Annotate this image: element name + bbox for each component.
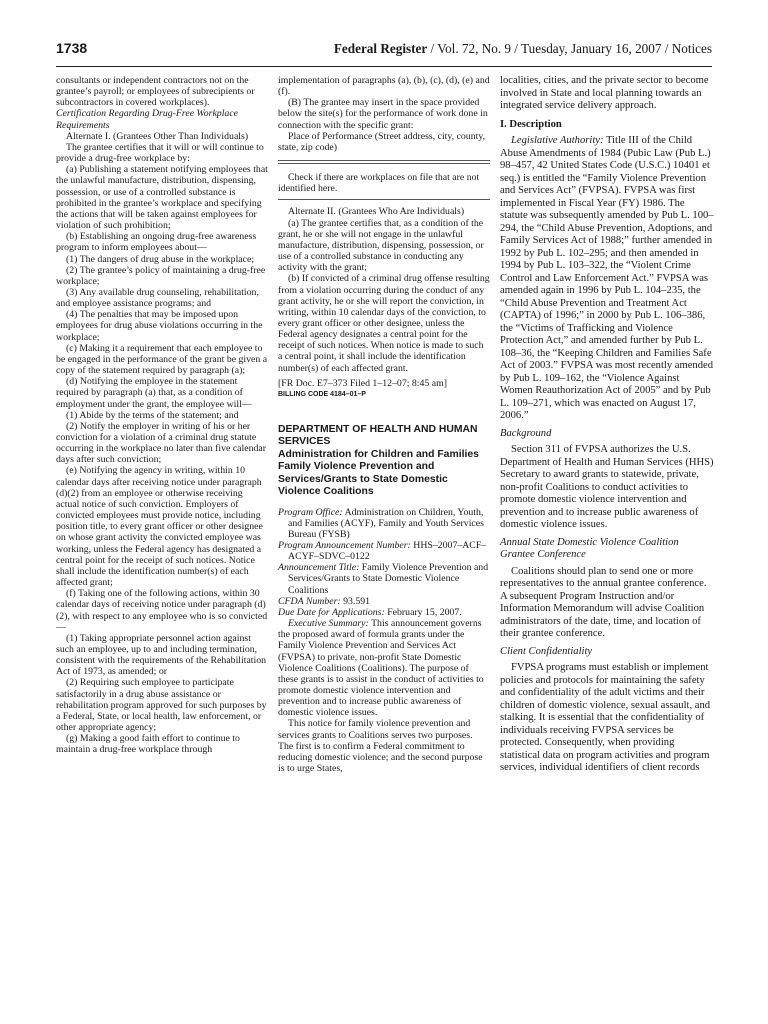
background-heading: Background xyxy=(500,427,552,439)
legislative-authority-text: Title III of the Child Abuse Amendments of 1984 (Pubic Law (Pub L.) 98–457, 42 United States Code (U.S.C.) 10401 et seq.) is entitled the “Family Violence Prevention and Services Act” (FVPSA). FVPSA was first implemented in Fiscal Year (FY) 1986. The statute was subsequently amended by Pub L. 100–294, the “Child Abuse Prevention, Adoptions, and Family Services Act of 1988;” further amended in 1992 by Pub L. 102–295; and then amended in 1994 by Pub L. 103–322, the “Violent Crime Control and Law Enforcement Act.” FVPSA was amended again in 1996 by Pub L. 104–235, the “Child Abuse Prevention and Treatment Act (CAPTA) of 1996;” in 2000 by Pub L. 106–386, the “Victims of Trafficking and Violence Protection Act,” and amended further by Pub L. 108–36, the “Keeping Children and Families Safe Act of 2003.” FVPSA was most recently amended by Pub L. 109–162, the “Violence Against Women Reauthorization Act of 2005” and by Pub L. 109–271, which was enacted on August 17, 2006.” xyxy=(500,135,714,421)
paragraph: Certification Regarding Drug-Free Workplace Requirements xyxy=(56,108,239,131)
form-line-3 xyxy=(278,199,490,200)
notice-title: Family Violence Prevention and Services/Grants to State Domestic Violence Coalitions xyxy=(278,461,448,498)
executive-summary-label: Executive Summary: xyxy=(288,618,369,630)
paragraph: Alternate II. (Grantees Who Are Individuals) xyxy=(288,206,465,218)
meta-value: Administration on Children, Youth, and Families (ACYF), Family and Youth Services Bureau (FYSB) xyxy=(288,506,484,540)
paragraph: (f) Taking one of the following actions, within 30 calendar days of receiving notice under paragraph (d)(2), with respect to any employee who is so convicted— xyxy=(56,588,268,633)
meta-value: Family Violence Prevention and Services/Grants to State Domestic Violence Coalitions xyxy=(288,562,489,596)
paragraph: (a) Publishing a statement notifying employees that the unlawful manufacture, distribution, dispensing, possession, or use of a controlled substance is prohibited in the grantee’s workplace and specifying the actions that will be taken against employees for violation of such prohibition; xyxy=(56,164,268,232)
paragraph: consultants or independent contractors not on the grantee’s payroll; or employees of subrecipients or subcontractors in covered workplaces). xyxy=(56,75,255,109)
section-heading: I. Description xyxy=(500,118,562,130)
paragraph: (c) Making it a requirement that each employee to be engaged in the performance of the grant be given a copy of the statement required by paragraph (a); xyxy=(56,342,268,377)
paragraph: Place of Performance (Street address, city, county, state, zip code) xyxy=(278,130,486,153)
notice-purpose: This notice for family violence prevention and services grants to Coalitions serves two purposes. The first is to confirm a Federal commitment to reducing domestic violence; and the second purpose is to urge States, xyxy=(278,718,483,775)
paragraph: (2) The grantee’s policy of maintaining a drug-free workplace; xyxy=(56,264,266,287)
paragraph: Alternate I. (Grantees Other Than Individuals) xyxy=(66,130,249,142)
notice-meta-item xyxy=(278,607,490,618)
page-number: 1738 xyxy=(56,40,88,56)
paragraph: (e) Notifying the agency in writing, within 10 calendar days after receiving notice under paragraph (d)(2) from an employee or otherwise receiving actual notice of such conviction. Employers of convicted employees must provide notice, including position title, to every grant officer or other designee on whose grant activity the convicted employee was working, unless the Federal agency has designated a central point for the receipt of such notices. Notice shall include the identification number(s) of each affected grant; xyxy=(56,465,263,589)
continued-text: localities, cities, and the private sector to become involved in State and local planning towards an integrated service delivery approach. xyxy=(500,75,709,111)
legislative-authority xyxy=(500,135,714,423)
check-note: Check if there are workplaces on file that are not identified here. xyxy=(278,172,480,195)
executive-summary-text: This announcement governs the proposed award of formula grants under the Family Violence Prevention and Services Act (FVPSA) to private, non-profit State Domestic Violence Coalitions (Coalitions). The purpose of these grants is to assist in the conduct of activities to promote domestic violence intervention and prevention and to increase public awareness of domestic violence issues. xyxy=(278,618,484,719)
form-line-2 xyxy=(278,163,490,164)
notice-meta-item xyxy=(278,562,490,595)
paragraph: (1) Taking appropriate personnel action against such an employee, up to and including termination, consistent with the requirements of the Rehabilitation Act of 1973, as amended; or xyxy=(56,632,267,678)
header-rule xyxy=(56,66,712,67)
running-head xyxy=(334,41,712,57)
paragraph: (2) Notify the employer in writing of his or her conviction for a violation of a criminal drug statute occurring in the workplace no later than five calendar days after such conviction; xyxy=(56,420,266,466)
paragraph: (4) The penalties that may be imposed upon employees for drug abuse violations occurring in the workplace; xyxy=(56,309,263,343)
publication-name: Federal Register xyxy=(333,41,428,56)
paragraph: The grantee certifies that it will or will continue to provide a drug-free workplace by: xyxy=(56,141,264,165)
issue-info: / Vol. 72, No. 9 / Tuesday, January 16, 2007 / Notices xyxy=(427,41,712,56)
paragraph: (3) Any available drug counseling, rehabilitation, and employee assistance programs; and xyxy=(56,286,259,310)
department-heading: DEPARTMENT OF HEALTH AND HUMAN SERVICES xyxy=(278,424,478,448)
notice-meta-item xyxy=(278,507,490,540)
paragraph: implementation of paragraphs (a), (b), (c), (d), (e) and (f). xyxy=(278,75,490,98)
meta-label: CFDA Number: xyxy=(278,595,341,607)
executive-summary xyxy=(278,618,490,718)
notice-meta-item xyxy=(278,596,490,607)
meta-value: February 15, 2007. xyxy=(384,606,462,618)
column-2 xyxy=(278,75,490,774)
paragraph: (b) Establishing an ongoing drug-free awareness program to inform employees about— xyxy=(56,231,257,254)
confidentiality-text: FVPSA programs must establish or implement policies and protocols for maintaining the safety and confidentiality of the adult victims and their children of domestic violence, sexual assault, and stalking. It is essential that the confidentiality of individuals receiving FVPSA services be protected. Consequently, when providing statistical data on program activities and program services, individual identifiers of client records xyxy=(500,662,711,773)
column-1 xyxy=(56,75,268,756)
fr-doc-line: [FR Doc. E7–373 Filed 1–12–07; 8:45 am] xyxy=(278,377,447,389)
paragraph: (b) If convicted of a criminal drug offense resulting from a violation occurring during the conduct of any grant activity, he or she will report the conviction, in writing, within 10 calendar days of the conviction, to every grant officer or other designee, unless the Federal agency designates a central point for the receipt of such notices. When notice is made to such a central point, it shall include the identification number(s) of each affected grant. xyxy=(278,273,490,374)
meta-label: Program Office: xyxy=(278,506,343,518)
paragraph: (1) The dangers of drug abuse in the workplace; xyxy=(66,253,255,265)
meta-label: Program Announcement Number: xyxy=(278,539,411,551)
meta-value: HHS–2007–ACF–ACYF–SDVC–0122 xyxy=(288,539,487,563)
meta-value: 93.591 xyxy=(340,595,371,607)
conference-text: Coalitions should plan to send one or more representatives to the annual grantee conference. A subsequent Program Instruction and/or Information Memorandum will advise Coalition administrators of the date, time, and location of their grantee conference. xyxy=(500,565,707,639)
legislative-authority-label: Legislative Authority: xyxy=(511,135,604,146)
billing-code: BILLING CODE 4184–01–P xyxy=(278,390,366,398)
paragraph: (B) The grantee may insert in the space provided below the site(s) for the performance of work done in connection with the specific grant: xyxy=(278,97,488,131)
background-text: Section 311 of FVPSA authorizes the U.S. Department of Health and Human Services (HHS) Secretary to award grants to statewide, private, non-profit Coalitions to conduct activities to promote domestic violence intervention and prevention and to increase public awareness of domestic violence issues. xyxy=(500,444,714,530)
paragraph: (g) Making a good faith effort to continue to maintain a drug-free workplace through xyxy=(56,733,240,756)
agency-heading: Administration for Children and Families xyxy=(278,448,479,460)
meta-label: Due Date for Applications: xyxy=(278,606,385,618)
column-3 xyxy=(500,75,714,775)
paragraph: (d) Notifying the employee in the statement required by paragraph (a) that, as a condition of employment under the grant, the employee will— xyxy=(56,376,252,410)
form-line-1 xyxy=(278,160,490,161)
confidentiality-heading: Client Confidentiality xyxy=(500,645,593,657)
paragraph: (a) The grantee certifies that, as a condition of the grant, he or she will not engage in the unlawful manufacture, distribution, dispensing, possession, or use of a controlled substance in conducting any activity with the grant; xyxy=(278,217,484,274)
conference-heading: Annual State Domestic Violence Coalition Grantee Conference xyxy=(500,536,679,560)
paragraph: (1) Abide by the terms of the statement; and xyxy=(66,409,239,421)
meta-label: Announcement Title: xyxy=(278,562,360,574)
notice-meta-item xyxy=(278,540,490,562)
paragraph: (2) Requiring such employee to participate satisfactorily in a drug abuse assistance or rehabilitation program approved for such purposes by a Federal, State, or local health, law enforcement, or other appropriate agency; xyxy=(56,677,267,734)
page-header xyxy=(56,40,712,60)
